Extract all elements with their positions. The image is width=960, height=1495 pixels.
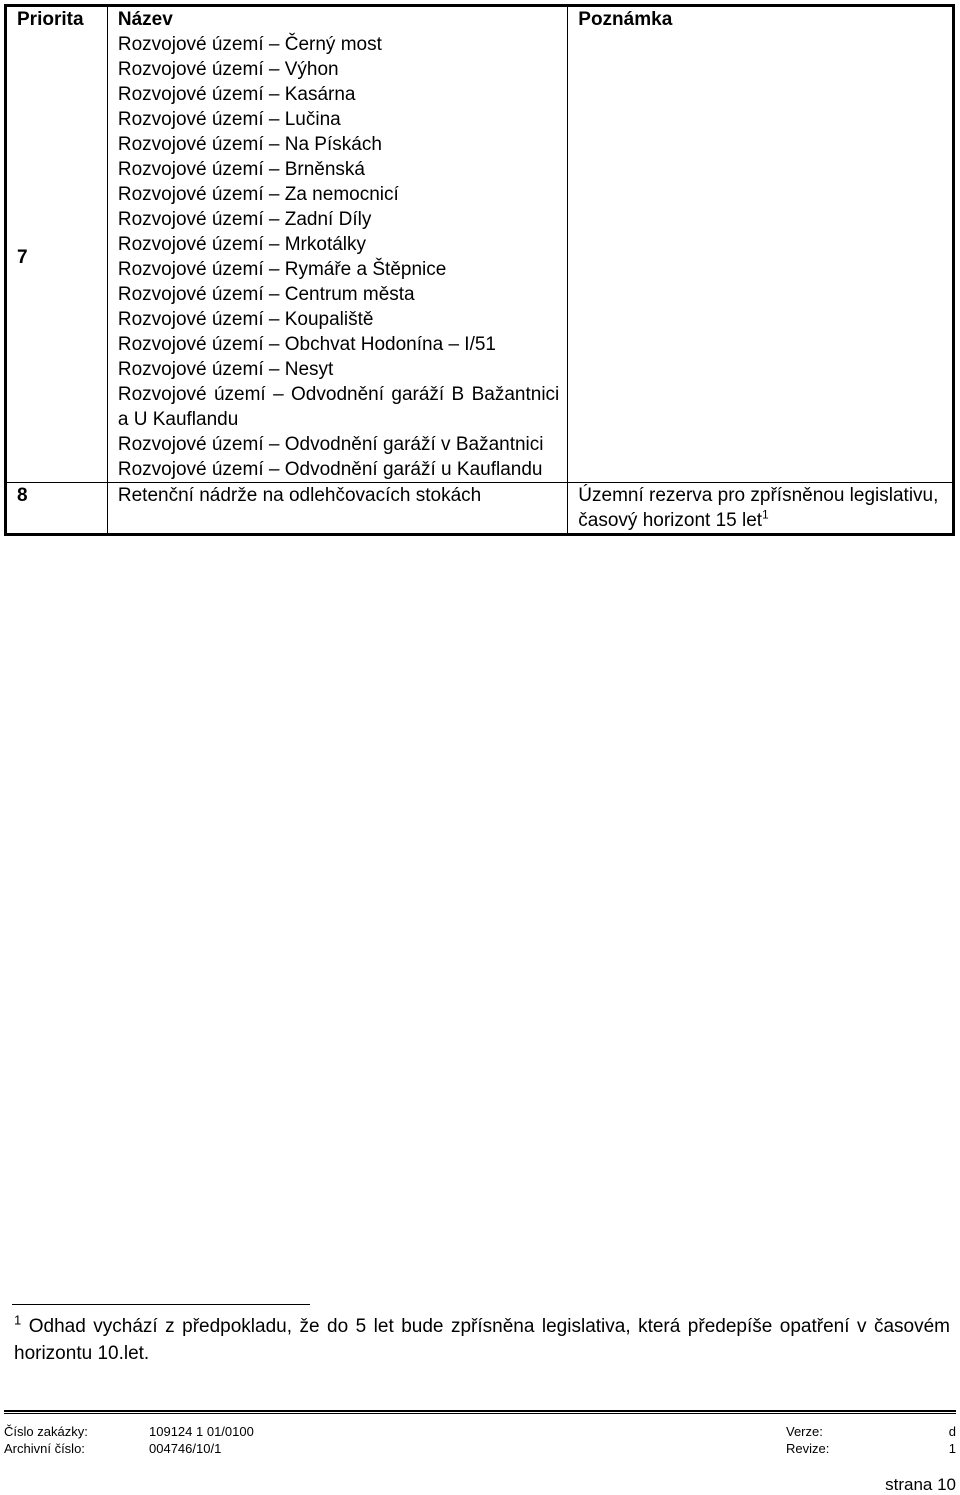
name-item: Rozvojové území – Centrum města: [117, 284, 415, 305]
version-value: d: [948, 1424, 956, 1439]
name-item: Rozvojové území – Odvodnění garáží u Kauflandu: [117, 459, 543, 480]
names-cell: [107, 32, 567, 483]
table-header-row: [6, 6, 954, 33]
footnote-ref: 1: [762, 507, 769, 522]
archive-value: 004746/10/1: [149, 1441, 222, 1456]
version-label: Verze:: [786, 1424, 823, 1439]
name-item: Rozvojové území – Odvodnění garáží v Bažantnici: [117, 434, 544, 455]
footnote-separator: [12, 1304, 310, 1305]
order-label: Číslo zakázky:: [4, 1424, 88, 1439]
order-value: 109124 1 01/0100: [149, 1424, 254, 1439]
name-item: Rozvojové území – Lučina: [117, 109, 341, 130]
footnote-text: Odhad vychází z předpokladu, že do 5 let bude zpřísněna legislativa, která předepíše opatření v časovém horizontu 10.let.: [14, 1316, 951, 1364]
page-number: strana 10: [885, 1475, 956, 1494]
table-row: [6, 32, 954, 483]
name-item: Rozvojové území – Odvodnění garáží B Bažantnici a U Kauflandu: [117, 384, 560, 430]
name-item: Rozvojové území – Za nemocnicí: [117, 184, 399, 205]
name-item: Rozvojové území – Výhon: [117, 59, 339, 80]
name-cell: Retenční nádrže na odlehčovacích stokách: [107, 483, 567, 535]
footer-divider-thin: [4, 1413, 956, 1414]
name-item: Rozvojové území – Na Pískách: [117, 134, 382, 155]
header-note: Poznámka: [568, 6, 954, 33]
name-item: Rozvojové území – Brněnská: [117, 159, 365, 180]
footnote-number: 1: [14, 1312, 22, 1328]
name-item: Rozvojové území – Černý most: [117, 34, 382, 55]
name-item: Rozvojové území – Nesyt: [117, 359, 334, 380]
header-priority: Priorita: [6, 6, 108, 33]
priority-table: [4, 4, 955, 536]
footer-divider: [4, 1410, 956, 1412]
note-cell: [568, 483, 954, 535]
note-text: Územní rezerva pro zpřísněnou legislativu, časový horizont 15 let: [578, 485, 939, 531]
table-row: [6, 483, 954, 535]
name-item: Rozvojové území – Kasárna: [117, 84, 356, 105]
name-item: Rozvojové území – Koupaliště: [117, 309, 374, 330]
name-item: Rozvojové území – Rymáře a Štěpnice: [117, 259, 447, 280]
priority-cell: 8: [6, 483, 108, 535]
revision-value: 1: [948, 1441, 956, 1456]
header-name: Název: [107, 6, 567, 33]
archive-label: Archivní číslo:: [4, 1441, 85, 1456]
name-item: Rozvojové území – Mrkotálky: [117, 234, 367, 255]
priority-cell: 7: [6, 32, 108, 483]
name-item: Rozvojové území – Obchvat Hodonína – I/51: [117, 334, 496, 355]
footnote: [14, 1313, 950, 1367]
note-cell: [568, 32, 954, 483]
name-item: Rozvojové území – Zadní Díly: [117, 209, 372, 230]
revision-label: Revize:: [786, 1441, 830, 1456]
